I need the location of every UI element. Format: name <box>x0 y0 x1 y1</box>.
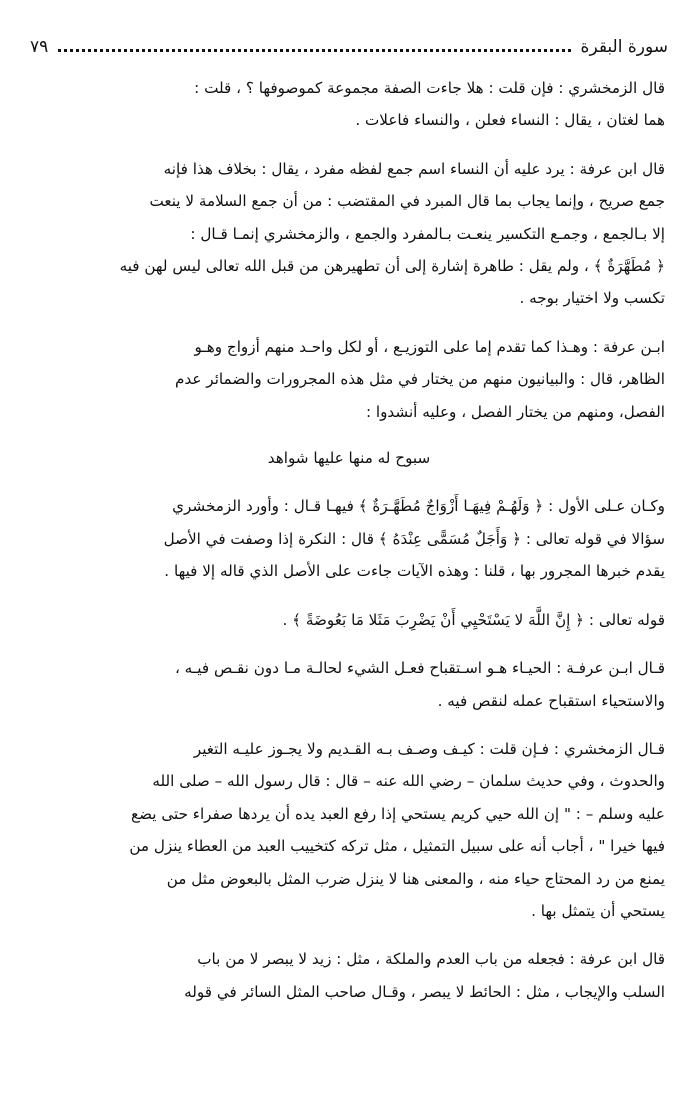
verse-line <box>33 442 665 474</box>
paragraph <box>33 943 665 1008</box>
page-number: ٧٩ <box>30 37 49 57</box>
text-line: قال الزمخشري : فإن قلت : هلا جاءت الصفة مجموعة كموصوفها ؟ ، قلت : <box>194 79 665 97</box>
text-line: هما لغتان ، يقال : النساء فعلن ، والنساء فاعلات . <box>355 111 665 130</box>
text-line: وكـان عـلى الأول : ﴿ وَلَهُـمْ فِيهَـا أَزْوَاجٌ مُطَهَّـرَةٌ ﴾ فيهـا قـال : وأورد الزمخشري <box>172 497 665 516</box>
paragraph <box>33 153 665 315</box>
text-line: قال ابن عرفة : يرد عليه أن النساء اسم جمع لفظه مفرد ، يقال : بخلاف هذا فإنه <box>163 159 665 178</box>
text-line: يستحي أن يتمثل بها . <box>531 901 665 920</box>
text-line: ابـن عرفة : وهـذا كما تقدم إما على التوزيـع ، أو لكل واحـد منهم أزواج وهـو <box>194 337 665 356</box>
text-line: سؤالا في قوله تعالى : ﴿ وَأَجَلٌ مُسَمًّى عِنْدَهُ ﴾ قال : النكرة إذا وصفت في الأصل <box>163 529 665 548</box>
surah-title: سورة البقرة <box>580 37 668 57</box>
paragraph <box>33 652 665 717</box>
paragraph <box>33 604 665 636</box>
text-line: إلا بـالجمع ، وجمـع التكسير ينعـت بـالمفرد والجمع ، والزمخشري إنمـا قـال : <box>190 224 665 243</box>
text-line: السلب والإيجاب ، مثل : الحائط لا يبصر ، وقـال صاحب المثل السائر في قوله <box>184 982 665 1001</box>
paragraph <box>33 72 665 137</box>
text-line: ﴿ مُطَهَّرَةٌ ﴾ ، ولم يقل : طاهرة إشارة إلى أن تطهيرهن من قبل الله تعالى ليس لهن فيه <box>119 257 665 276</box>
text-line: الظاهر، قال : والبيانيون منهم من يختار في مثل هذه المجرورات والضمائر عدم <box>175 370 665 389</box>
text-line: والحدوث ، وفي حديث سلمان – رضي الله عنه – قال : قال رسول الله – صلى الله <box>152 772 665 791</box>
text-line: يمنع من رد المحتاج حياء منه ، والمعنى هنا لا ينزل ضرب المثل بالبعوض مثل من <box>166 869 665 888</box>
page-body <box>33 72 665 1008</box>
text-line: قـال ابـن عرفـة : الحيـاء هـو اسـتقباح فعـل الشيء لحالـة مـا دون نقـص فيـه ، <box>174 659 665 678</box>
text-line: يقدم خبرها المجرور بها ، قلنا : وهذه الآيات جاءت على الأصل الذي قاله إلا فيها . <box>164 562 665 581</box>
text-line: قوله تعالى : ﴿ إِنَّ اللَّهَ لا يَسْتَحْيِي أَنْ يَضْرِبَ مَثَلا مَا بَعُوضَةً ﴾ . <box>282 610 665 629</box>
text-line: الفصل، ومنهم من يختار الفصل ، وعليه أنشدوا : <box>365 402 665 421</box>
text-line: قـال الزمخشري : فـإن قلت : كيـف وصـف بـه القـديم ولا يجـوز عليـه التغير <box>193 739 665 758</box>
page-header <box>30 34 668 60</box>
text-line: فيها خيرا " ، أجاب أنه على سبيل التمثيل ، مثل تركه كتخييب العبد من العطاء ينزل من <box>129 837 665 856</box>
header-dotted-rule <box>58 49 570 52</box>
paragraph <box>33 490 665 587</box>
paragraph <box>33 733 665 927</box>
text-line: عليه وسلم – : " إن الله حيي كريم يستحي إذا رفع العبد يده أن يردها صفراء حتى يضع <box>131 804 665 823</box>
paragraph <box>33 331 665 428</box>
text-line: تكسب ولا اختيار بوجه . <box>519 289 665 308</box>
text-line: سبوح له منها عليها شواهد <box>267 449 431 468</box>
text-line: والاستحياء استقباح عمله لنقص فيه . <box>437 691 665 710</box>
text-line: جمع صريح ، وإنما يجاب بما قال المبرد في المقتضب : من أن جمع السلامة لا ينعت <box>149 192 665 211</box>
text-line: قال ابن عرفة : فجعله من باب العدم والملكة ، مثل : زيد لا يبصر لا من باب <box>197 950 665 969</box>
